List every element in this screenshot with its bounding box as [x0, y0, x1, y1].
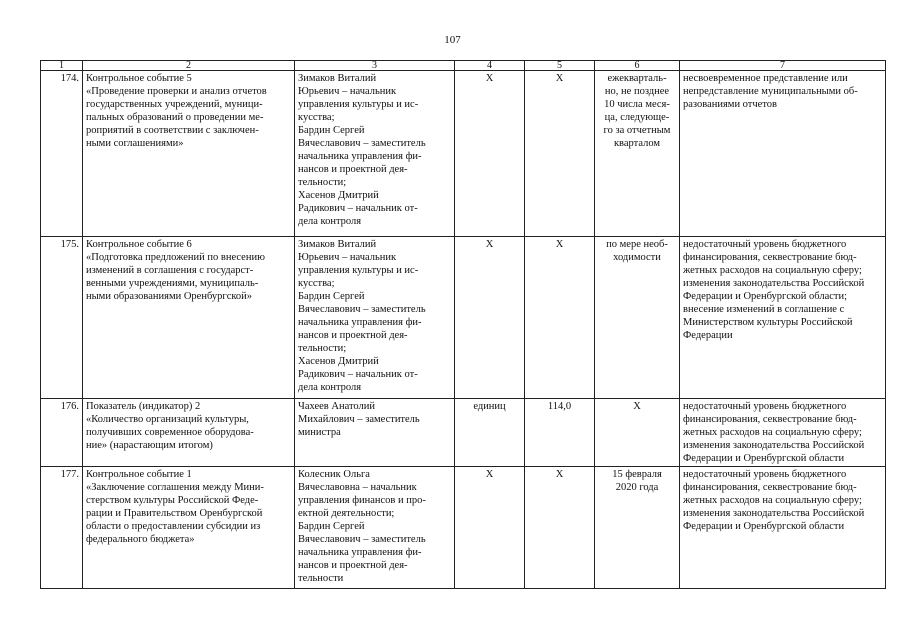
col4-cell: X	[455, 237, 525, 399]
header-cell: 5	[525, 61, 595, 71]
responsible-cell: Зимаков Виталий Юрьевич – начальник управления культуры и ис- кусства; Бардин Сергей Вячеславович – заместитель начальника управления фи- нансов и проектной дея- тельности; Хасенов Дмитрий Радикович – начальник от- дела контроля	[295, 71, 455, 237]
col4-cell: X	[455, 467, 525, 589]
table-header-row	[41, 61, 886, 71]
col5-cell: 114,0	[525, 399, 595, 467]
risks-cell: недостаточный уровень бюджетного финансирования, секвестрование бюд- жетных расходов на социальную сферу; изменения законодательства Российской Федерации и Оренбургской области; внесение изменений в соглашение с Министерством культуры Российской Федерации	[680, 237, 886, 399]
col6-cell: X	[595, 399, 680, 467]
col5-cell: X	[525, 71, 595, 237]
event-cell: Показатель (индикатор) 2 «Количество организаций культуры, получивших современное оборудова- ние» (нарастающим итогом)	[83, 399, 295, 467]
responsible-cell: Колесник Ольга Вячеславовна – начальник управления финансов и про- ектной деятельности; Бардин Сергей Вячеславович – заместитель начальника управления фи- нансов и проектной дея- тельности	[295, 467, 455, 589]
table-row	[41, 237, 886, 399]
risks-cell: недостаточный уровень бюджетного финансирования, секвестрование бюд- жетных расходов на социальную сферу; изменения законодательства Российской Федерации и Оренбургской области	[680, 399, 886, 467]
col5-cell: X	[525, 237, 595, 399]
col4-cell: X	[455, 71, 525, 237]
row-number: 174.	[41, 71, 83, 237]
header-cell: 4	[455, 61, 525, 71]
deadline-cell: 15 февраля 2020 года	[595, 467, 680, 589]
table-row	[41, 467, 886, 589]
page-number: 107	[444, 34, 461, 46]
deadline-cell: ежекварталь- но, не позднее 10 числа меся- ца, следующе- го за отчетным кварталом	[595, 71, 680, 237]
header-cell: 1	[41, 61, 83, 71]
responsible-cell: Чахеев Анатолий Михайлович – заместитель министра	[295, 399, 455, 467]
deadline-cell: по мере необ- ходимости	[595, 237, 680, 399]
header-cell: 2	[83, 61, 295, 71]
risks-cell: несвоевременное представление или непредставление муниципальными об- разованиями отчетов	[680, 71, 886, 237]
header-cell: 6	[595, 61, 680, 71]
row-number: 176.	[41, 399, 83, 467]
risks-cell: недостаточный уровень бюджетного финансирования, секвестрование бюд- жетных расходов на социальную сферу; изменения законодательства Российской Федерации и Оренбургской области	[680, 467, 886, 589]
event-cell: Контрольное событие 1 «Заключение соглашения между Мини- стерством культуры Российской Феде- рации и Правительством Оренбургской области о предоставлении субсидии из федерального бюджета»	[83, 467, 295, 589]
row-number: 175.	[41, 237, 83, 399]
header-cell: 3	[295, 61, 455, 71]
col5-cell: X	[525, 467, 595, 589]
row-number: 177.	[41, 467, 83, 589]
responsible-cell: Зимаков Виталий Юрьевич – начальник управления культуры и ис- кусства; Бардин Сергей Вячеславович – заместитель начальника управления фи- нансов и проектной дея- тельности; Хасенов Дмитрий Радикович – начальник от- дела контроля	[295, 237, 455, 399]
table-row	[41, 71, 886, 237]
col4-cell: единиц	[455, 399, 525, 467]
data-table	[40, 60, 886, 589]
header-cell: 7	[680, 61, 886, 71]
event-cell: Контрольное событие 6 «Подготовка предложений по внесению изменений в соглашения с государст- венными учреждениями, муниципаль- ными образованиями Оренбургской»	[83, 237, 295, 399]
event-cell: Контрольное событие 5 «Проведение проверки и анализ отчетов государственных учреждений, муници- пальных образований о проведении ме- роприятий в соответствии с заключен- ными соглашениями»	[83, 71, 295, 237]
table-row	[41, 399, 886, 467]
